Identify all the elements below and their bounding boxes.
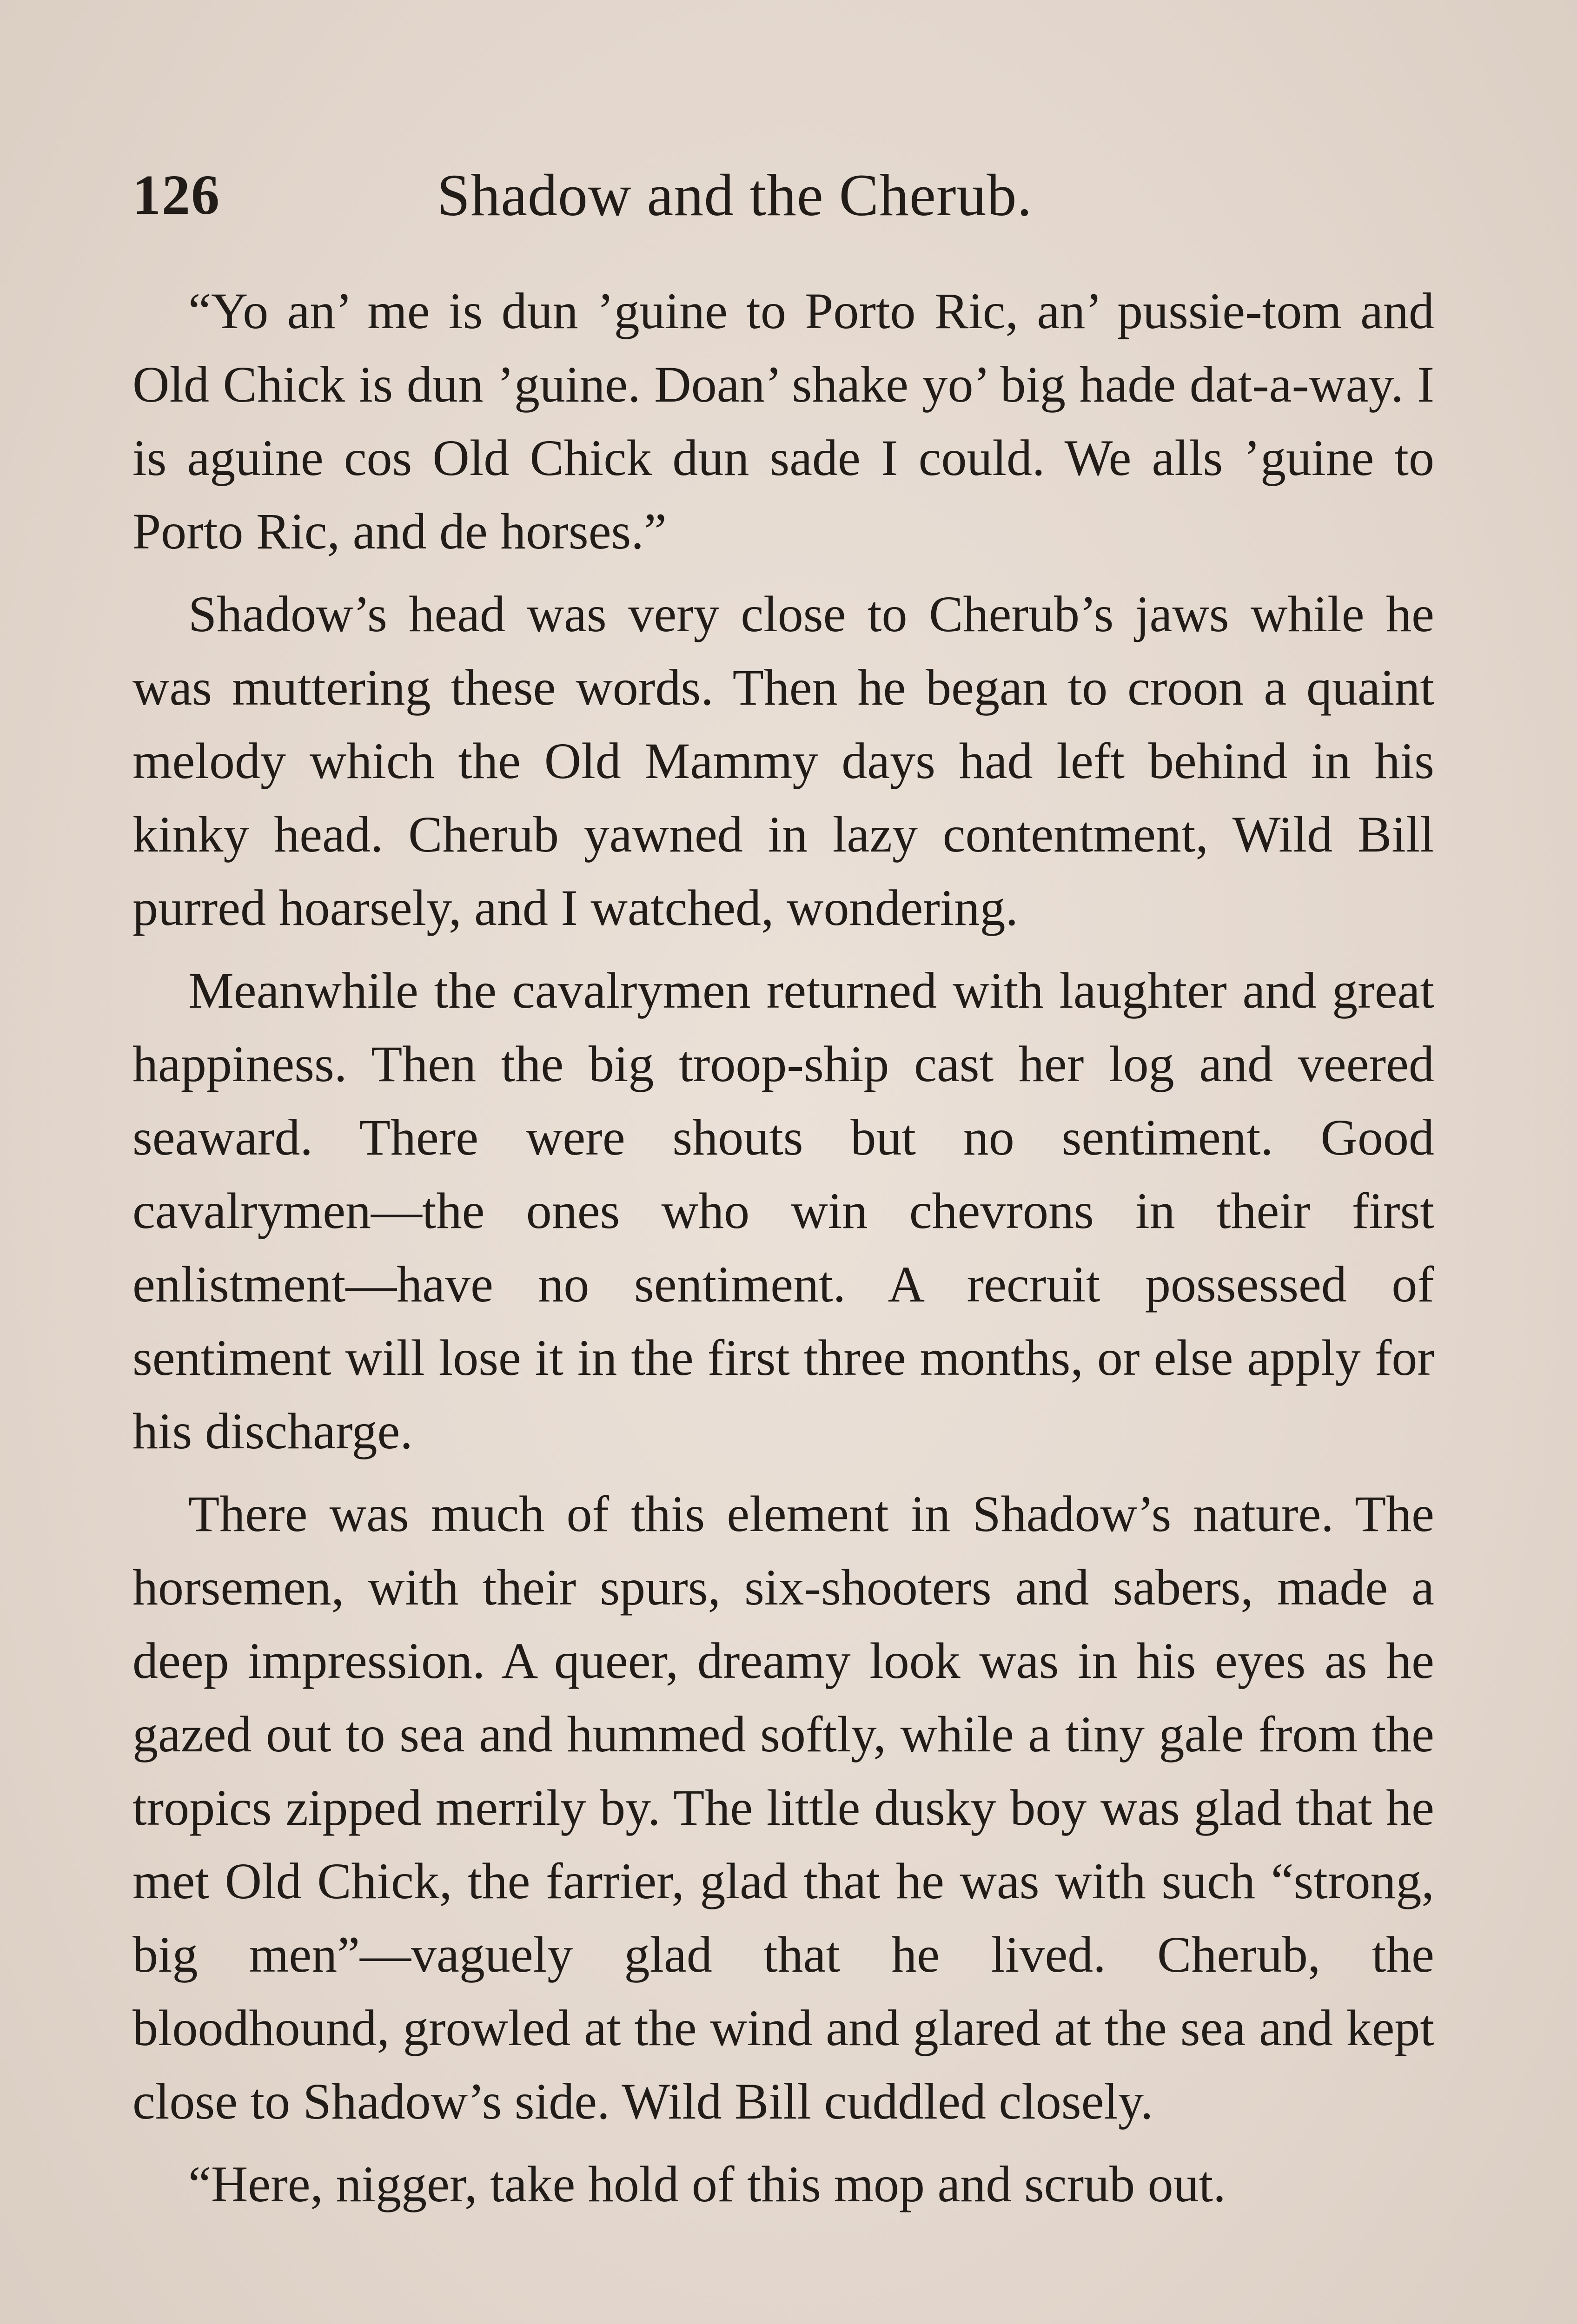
paragraph-2: Shadow’s head was very close to Cherub’s jaws while he was muttering these words. Then he began to croon a quaint melody which the Old Mammy days had left behind in his kinky head. Cherub yawned in lazy contentment, Wild Bill purred hoarsely, and I watched, wondering. [133, 586, 1434, 936]
paragraph-1: “Yo an’ me is dun ’guine to Porto Ric, an’ pussie-tom and Old Chick is dun ’guine. Doan’ shake yo’ big hade dat-a-way. I is aguine cos Old Chick dun sade I could. We alls ’guine to Porto Ric, and de horses.” [133, 283, 1434, 560]
page-header [133, 153, 1434, 237]
paragraph-3: Meanwhile the cavalrymen returned with laughter and great happiness. Then the big troop-ship cast her log and veered seaward. There were shouts but no sentiment. Good cavalrymen—the ones who win chevrons in their first enlistment—have no sentiment. A recruit possessed of sentiment will lose it in the first three months, or else apply for his discharge. [133, 962, 1434, 1459]
body-text [133, 274, 1434, 2221]
paragraph-5: “Here, nigger, take hold of this mop and scrub out. [188, 2156, 1226, 2212]
running-title: Shadow and the Cherub. [437, 162, 1033, 228]
paragraph-4: There was much of this element in Shadow’s nature. The horsemen, with their spurs, six-shooters and sabers, made a deep impression. A queer, dreamy look was in his eyes as he gazed out to sea and hummed softly, while a tiny gale from the tropics zipped merrily by. The little dusky boy was glad that he met Old Chick, the farrier, glad that he was with such “strong, big men”—vaguely glad that he lived. Cherub, the bloodhound, growled at the wind and glared at the sea and kept close to Shadow’s side. Wild Bill cuddled closely. [133, 1486, 1434, 2130]
page-number: 126 [133, 164, 220, 226]
